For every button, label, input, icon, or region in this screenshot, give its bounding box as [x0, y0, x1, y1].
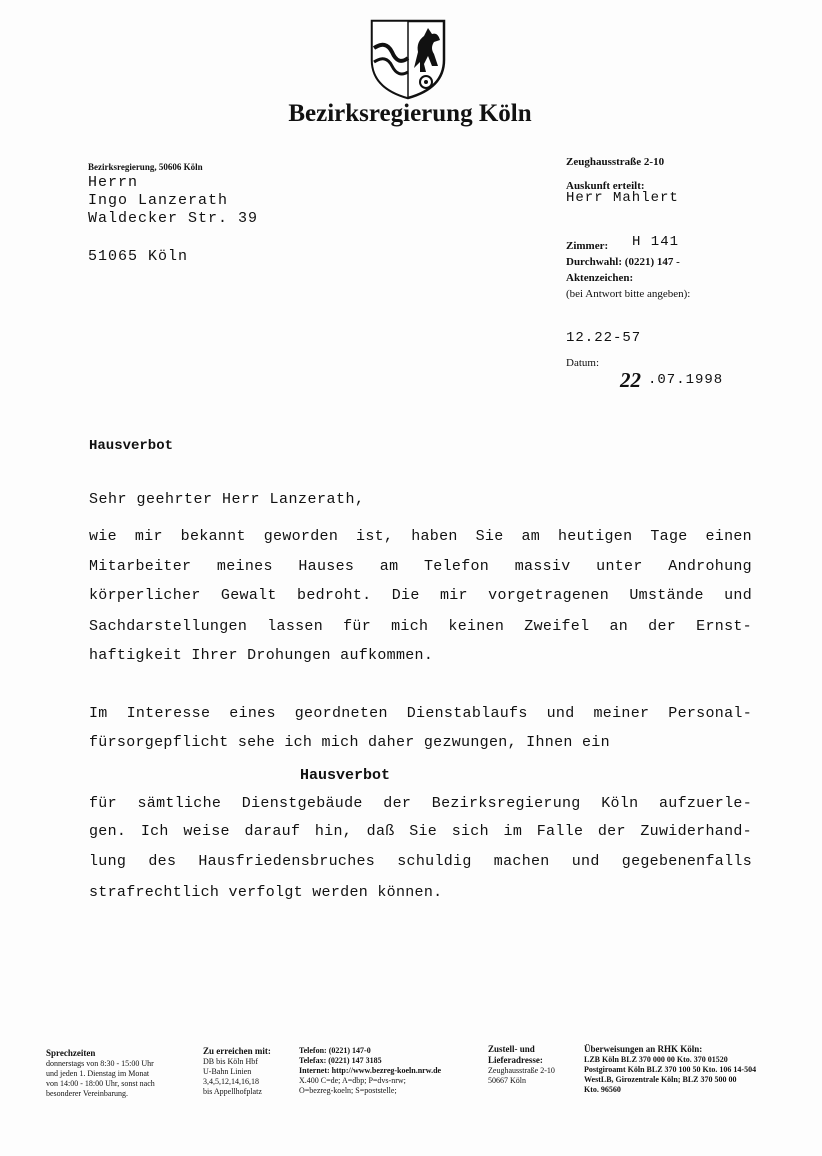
- footer-line: LZB Köln BLZ 370 000 00 Kto. 370 01520: [584, 1055, 728, 1064]
- footer-line: Zeughausstraße 2-10: [488, 1066, 555, 1075]
- footer-line: U-Bahn Linien: [203, 1067, 252, 1076]
- office-street: Zeughausstraße 2-10: [566, 156, 665, 168]
- footer-heading: Überweisungen an RHK Köln:: [584, 1044, 703, 1054]
- footer-heading: Zustell- und: [488, 1044, 535, 1054]
- footer-contact: [299, 1046, 441, 1096]
- recipient-city: 51065 Köln: [88, 248, 189, 265]
- recipient-name: Ingo Lanzerath: [88, 192, 229, 209]
- body-line: strafrechtlich verfolgt werden können.: [89, 884, 443, 901]
- footer-line: Postgiroamt Köln BLZ 370 100 50 Kto. 106 14-504: [584, 1065, 757, 1074]
- subject-line: Hausverbot: [89, 438, 174, 454]
- aktenzeichen-hint: (bei Antwort bitte angeben):: [566, 288, 691, 300]
- auskunft-value: Herr Mahlert: [566, 190, 679, 206]
- footer-phone: Telefon: (0221) 147-0: [299, 1046, 371, 1055]
- body-line: gen. Ich weise darauf hin, daß Sie sich im Falle der Zuwiderhand-: [89, 823, 752, 840]
- body-line: fürsorgepflicht sehe ich mich daher gezwungen, Ihnen ein: [89, 734, 610, 751]
- footer-line: 50667 Köln: [488, 1076, 526, 1085]
- footer-heading: Sprechzeiten: [46, 1048, 96, 1058]
- footer-heading: Lieferadresse:: [488, 1055, 543, 1065]
- body-line: Im Interesse eines geordneten Dienstablaufs und meiner Personal-: [89, 705, 752, 722]
- body-line: wie mir bekannt geworden ist, haben Sie am heutigen Tage einen: [89, 528, 752, 545]
- sender-return-line: Bezirksregierung, 50606 Köln: [88, 162, 203, 172]
- zimmer-value: H 141: [632, 234, 680, 250]
- datum-label: Datum:: [566, 357, 599, 369]
- footer-line: 3,4,5,12,14,16,18: [203, 1077, 259, 1086]
- body-line: lung des Hausfriedensbruches schuldig machen und gegebenenfalls: [89, 853, 752, 870]
- footer-line: donnerstags von 8:30 - 15:00 Uhr: [46, 1059, 154, 1068]
- footer-line: von 14:00 - 18:00 Uhr, sonst nach: [46, 1079, 155, 1088]
- date-month-year: .07.1998: [648, 372, 724, 388]
- footer-line: DB bis Köln Hbf: [203, 1057, 258, 1066]
- body-line: für sämtliche Dienstgebäude der Bezirksregierung Köln aufzuerle-: [89, 795, 752, 812]
- footer-heading: Zu erreichen mit:: [203, 1046, 271, 1056]
- footer-transport: [203, 1046, 271, 1097]
- body-line: Mitarbeiter meines Hauses am Telefon massiv unter Androhung: [89, 558, 752, 575]
- footer-office-hours: [46, 1048, 155, 1099]
- recipient-street: Waldecker Str. 39: [88, 210, 259, 227]
- authority-name: Bezirksregierung Köln: [288, 100, 532, 127]
- footer-delivery: [488, 1044, 555, 1086]
- aktenzeichen-value: 12.22-57: [566, 330, 642, 346]
- letter-salutation: Sehr geehrter Herr Lanzerath,: [89, 491, 365, 508]
- footer-fax: Telefax: (0221) 147 3185: [299, 1056, 382, 1065]
- footer-line: bis Appellhofplatz: [203, 1087, 262, 1096]
- footer-line: WestLB, Girozentrale Köln; BLZ 370 500 00: [584, 1075, 737, 1084]
- zimmer-label: Zimmer:: [566, 240, 609, 252]
- durchwahl: Durchwahl: (0221) 147 -: [566, 256, 680, 268]
- hausverbot-emphasis: Hausverbot: [300, 767, 391, 784]
- footer-internet: Internet: http://www.bezreg-koeln.nrw.de: [299, 1066, 442, 1075]
- body-line: Sachdarstellungen lassen für mich keinen Zweifel an der Ernst-: [89, 618, 752, 635]
- footer-line: besonderer Vereinbarung.: [46, 1089, 129, 1098]
- footer-bank: [584, 1044, 756, 1095]
- aktenzeichen-label: Aktenzeichen:: [566, 272, 634, 284]
- footer-x400-cont: O=bezreg-koeln; S=poststelle;: [299, 1086, 397, 1095]
- body-line: körperlicher Gewalt bedroht. Die mir vorgetragenen Umstände und: [89, 587, 752, 604]
- body-line: haftigkeit Ihrer Drohungen aufkommen.: [89, 647, 434, 664]
- date-day-handwritten: 22: [620, 368, 641, 392]
- auskunft-label: Auskunft erteilt:: [566, 180, 645, 192]
- footer-line: und jeden 1. Dienstag im Monat: [46, 1069, 150, 1078]
- nrw-coat-of-arms-icon: [368, 18, 448, 100]
- recipient-salutation: Herrn: [88, 174, 139, 191]
- footer-line: Kto. 96560: [584, 1085, 621, 1094]
- footer-x400: X.400 C=de; A=dbp; P=dvs-nrw;: [299, 1076, 406, 1085]
